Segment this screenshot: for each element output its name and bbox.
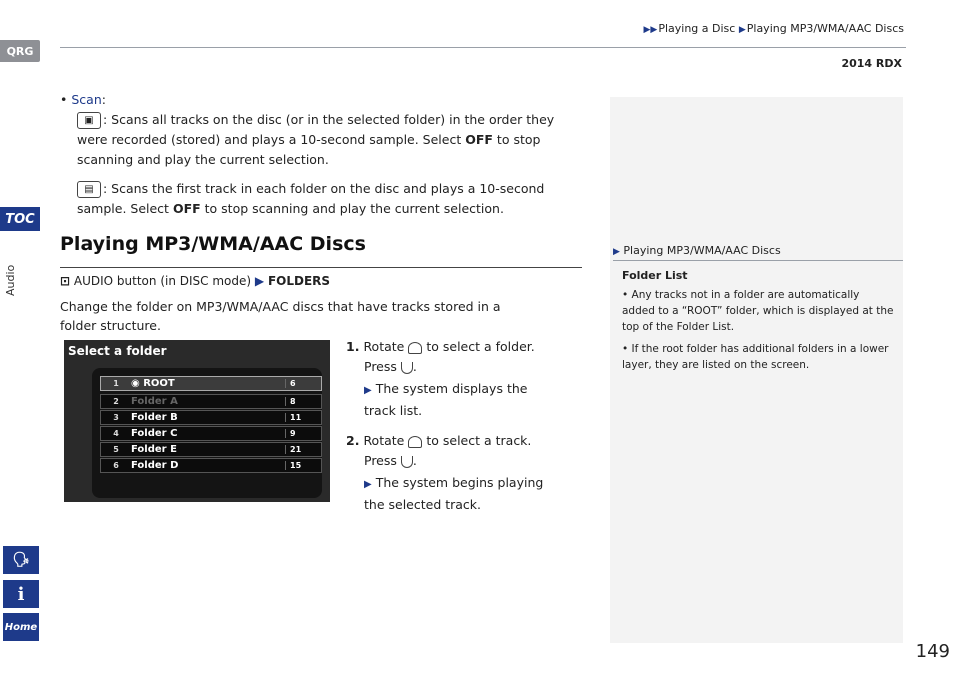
menu-path bbox=[60, 274, 330, 288]
step-2 bbox=[346, 431, 582, 451]
row-num: 1 bbox=[113, 379, 119, 388]
home-icon[interactable]: Home bbox=[3, 613, 39, 641]
row-num: 2 bbox=[113, 397, 119, 406]
row-num: 6 bbox=[113, 461, 119, 470]
path-arrow-icon: ▶ bbox=[254, 274, 265, 288]
scan-desc-2-end: to stop scanning and play the current selection. bbox=[200, 201, 504, 216]
row-num: 3 bbox=[113, 413, 119, 422]
voice-command-icon[interactable]: 🗣 bbox=[3, 546, 39, 574]
result-arrow-icon: ▶ bbox=[364, 385, 372, 396]
scan-desc-2-text: : Scans the first track in each folder on the disc and plays a 10-second sample. Select bbox=[77, 181, 545, 216]
row-name: Folder B bbox=[131, 412, 178, 423]
note-item: • Any tracks not in a folder are automatically added to a “ROOT” folder, which is displayed at the top of the Folder List. bbox=[622, 289, 894, 333]
breadcrumb-item-1[interactable]: Playing a Disc bbox=[658, 22, 736, 35]
heading-divider bbox=[60, 267, 582, 268]
scan-section bbox=[60, 90, 582, 219]
step-1 bbox=[346, 337, 582, 357]
result-text: The system begins playing the selected track. bbox=[364, 475, 544, 512]
step-1-result bbox=[346, 379, 556, 421]
section-intro: Change the folder on MP3/WMA/AAC discs that have tracks stored in a folder structure. bbox=[60, 299, 501, 333]
note-item-text: If the root folder has additional folders in a lower layer, they are listed on the screen. bbox=[622, 343, 889, 371]
qrg-tab[interactable]: QRG bbox=[0, 40, 40, 62]
scan-bullet: • Scan: bbox=[60, 92, 106, 107]
scan-desc-2 bbox=[77, 179, 582, 219]
notes-divider bbox=[613, 260, 903, 261]
step-number: 1. bbox=[346, 339, 360, 354]
row-count: 15 bbox=[285, 461, 321, 470]
notes-title-text: Playing MP3/WMA/AAC Discs bbox=[623, 244, 781, 257]
info-icon[interactable]: i bbox=[3, 580, 39, 608]
row-name: Folder A bbox=[131, 396, 178, 407]
scan-tracks-icon: ▣ bbox=[77, 112, 101, 129]
path-start: AUDIO button (in DISC mode) bbox=[73, 274, 252, 288]
row-num: 5 bbox=[113, 445, 119, 454]
result-text: The system displays the track list. bbox=[364, 381, 528, 418]
breadcrumb-item-2[interactable]: Playing MP3/WMA/AAC Discs bbox=[746, 22, 904, 35]
scan-desc-1-end: to stop scanning and play the current selection. bbox=[77, 132, 541, 167]
steps-list bbox=[346, 337, 582, 515]
row-num: 4 bbox=[113, 429, 119, 438]
row-name: Folder E bbox=[131, 444, 177, 455]
row-count: 9 bbox=[285, 429, 321, 438]
scan-desc-1-text: : Scans all tracks on the disc (or in the selected folder) in the order they were recorded (stored) and plays a 10-second sample. Select bbox=[77, 112, 555, 147]
step-text: to select a folder. bbox=[426, 339, 535, 354]
header-divider bbox=[60, 47, 906, 48]
row-count: 8 bbox=[285, 397, 321, 406]
row-count: 21 bbox=[285, 445, 321, 454]
row-name-text: ROOT bbox=[143, 378, 175, 389]
step-text: Rotate bbox=[363, 339, 405, 354]
step-text: to select a track. bbox=[426, 433, 532, 448]
rotate-dial-icon bbox=[408, 436, 422, 448]
step-text: Rotate bbox=[363, 433, 405, 448]
notes-title bbox=[613, 244, 781, 257]
result-arrow-icon: ▶ bbox=[364, 479, 372, 490]
screen-row bbox=[100, 442, 322, 457]
step-text: Press bbox=[364, 359, 397, 374]
notes-subtitle: Folder List bbox=[622, 269, 688, 282]
breadcrumb bbox=[643, 22, 904, 35]
press-button-icon bbox=[401, 362, 413, 374]
note-ref-icon: ▶ bbox=[613, 247, 620, 257]
path-end: FOLDERS bbox=[267, 274, 331, 288]
off-label: OFF bbox=[172, 201, 201, 216]
step-text: Press bbox=[364, 453, 397, 468]
folder-screen-image bbox=[64, 340, 330, 502]
screen-row bbox=[100, 410, 322, 425]
press-button-icon bbox=[401, 456, 413, 468]
row-count: 11 bbox=[285, 413, 321, 422]
screen-row bbox=[100, 376, 322, 391]
scan-desc-1 bbox=[77, 110, 582, 170]
hotkey-icon: ⊡ bbox=[60, 274, 71, 288]
scan-label: Scan bbox=[71, 92, 102, 107]
row-name: Folder D bbox=[131, 460, 179, 471]
breadcrumb-arrow-icon: ▶▶ bbox=[643, 25, 658, 35]
screen-row bbox=[100, 394, 322, 409]
note-item: • If the root folder has additional folders in a lower layer, they are listed on the screen. bbox=[622, 343, 889, 371]
screen-row bbox=[100, 458, 322, 473]
step-1-press: Press . bbox=[364, 359, 417, 374]
section-heading: Playing MP3/WMA/AAC Discs bbox=[60, 233, 366, 255]
step-2-result bbox=[346, 473, 556, 515]
screen-title: Select a folder bbox=[68, 344, 167, 358]
step-2-press: Press . bbox=[364, 453, 417, 468]
page-number: 149 bbox=[915, 641, 950, 662]
section-label: Audio bbox=[4, 264, 17, 296]
row-name: ◉ ROOT bbox=[131, 378, 175, 389]
row-count: 6 bbox=[285, 379, 321, 388]
scan-folders-icon: ▤ bbox=[77, 181, 101, 198]
note-item-text: Any tracks not in a folder are automatically added to a “ROOT” folder, which is displayed at the top of the Folder List. bbox=[622, 289, 894, 333]
screen-row bbox=[100, 426, 322, 441]
model-label: 2014 RDX bbox=[841, 57, 902, 70]
toc-tab[interactable]: TOC bbox=[0, 207, 40, 231]
step-number: 2. bbox=[346, 433, 360, 448]
breadcrumb-arrow-icon: ▶ bbox=[738, 25, 746, 35]
off-label: OFF bbox=[465, 132, 493, 147]
rotate-dial-icon bbox=[408, 342, 422, 354]
row-name: Folder C bbox=[131, 428, 178, 439]
